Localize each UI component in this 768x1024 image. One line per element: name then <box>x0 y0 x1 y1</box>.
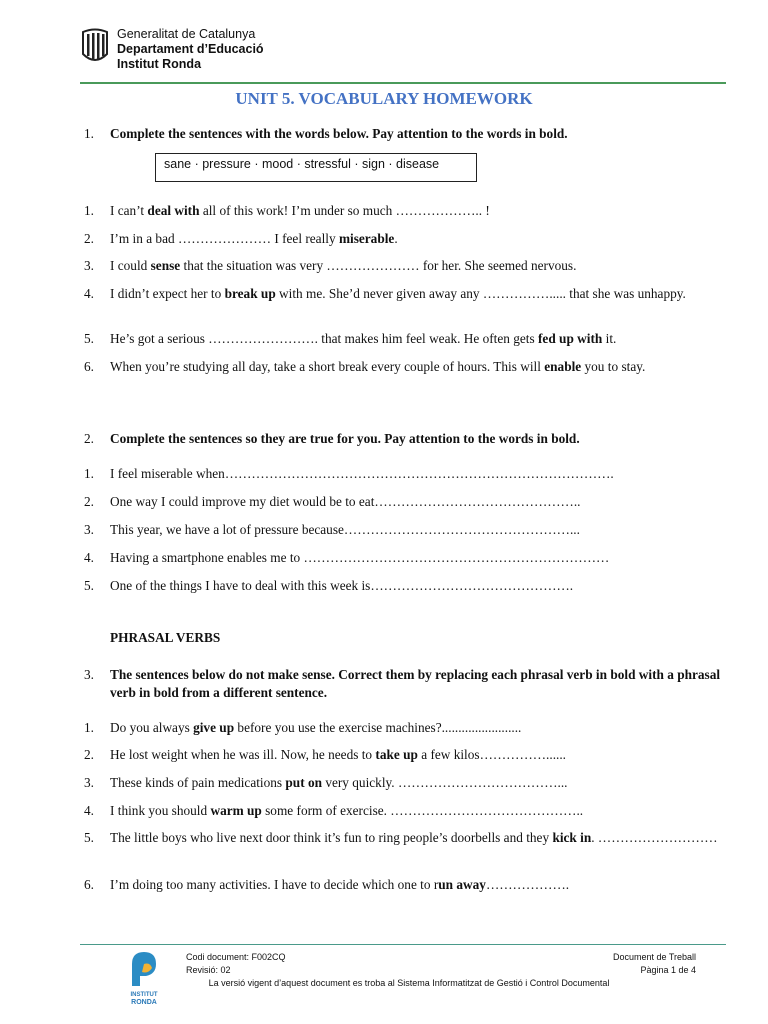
list-item <box>84 774 728 792</box>
sentence-fragment: it. <box>602 331 617 346</box>
sentence-fragment: with me. She’d never given away any ……………..... that she was unhappy. <box>275 286 686 301</box>
list-item <box>84 285 728 303</box>
list-item <box>84 330 728 348</box>
instruction-text: Complete the sentences with the words below. Pay attention to the words in bold. <box>110 126 568 141</box>
item-number: 3. <box>84 775 94 790</box>
item-text: One way I could improve my diet would be to eat……………………………………….. <box>110 494 581 509</box>
exercise-1-instruction <box>84 125 728 143</box>
sentence-fragment: ………………. <box>485 877 570 892</box>
bold-keyword: warm up <box>210 803 262 818</box>
item-text: Having a smartphone enables me to …………………………………………………………… <box>110 550 610 565</box>
item-text: This year, we have a lot of pressure because……………………………………………... <box>110 522 580 537</box>
item-number: 4. <box>84 286 94 301</box>
header-line-institute: Institut Ronda <box>117 57 202 71</box>
item-number: 3. <box>84 522 94 537</box>
item-number: 5. <box>84 830 94 845</box>
sentence-fragment: I’m doing too many activities. I have to decide which one to r <box>110 877 439 892</box>
footer-note: La versió vigent d’aquest document es troba al Sistema Informatitzat de Gestió i Control Documental <box>208 978 610 988</box>
list-item <box>84 746 728 764</box>
exercise-2-instruction <box>84 430 728 448</box>
sentence-fragment: before you use the exercise machines?........................ <box>234 720 522 735</box>
item-number: 2. <box>84 231 94 246</box>
item-number: 6. <box>84 359 94 374</box>
sentence-fragment: a few kilos……………...... <box>417 747 567 762</box>
header-line-department: Departament d’Educació <box>117 42 264 56</box>
instruction-text: The sentences below do not make sense. Correct them by replacing each phrasal verb in bold with a phrasal verb in bold from a different sentence. <box>110 667 721 700</box>
header-line-generalitat: Generalitat de Catalunya <box>117 27 256 41</box>
list-item <box>84 230 728 248</box>
instruction-text: Complete the sentences so they are true for you. Pay attention to the words in bold. <box>110 431 580 446</box>
bold-keyword: give up <box>193 720 235 735</box>
sentence-fragment: I think you should <box>110 803 211 818</box>
header-divider <box>80 82 726 84</box>
footer-revision: Revisió: 02 <box>186 965 231 975</box>
item-text <box>110 330 728 348</box>
footer-divider <box>80 944 726 945</box>
list-item <box>84 493 728 511</box>
list-item <box>84 521 728 539</box>
bold-keyword: break up <box>224 286 276 301</box>
bold-keyword: put on <box>285 775 322 790</box>
item-text <box>110 358 728 376</box>
sentence-fragment: . ……………………… <box>591 830 718 845</box>
item-number: 4. <box>84 550 94 565</box>
sentence-fragment: all of this work! I’m under so much ……………….. ! <box>199 203 490 218</box>
item-number: 2. <box>84 747 94 762</box>
sentence-fragment: I could <box>110 258 151 273</box>
item-text <box>110 719 728 737</box>
sentence-fragment: When you’re studying all day, take a short break every couple of hours. This will <box>110 359 545 374</box>
exercise-3-instruction <box>84 666 728 702</box>
item-text <box>110 746 728 764</box>
bold-keyword: fed up with <box>538 331 603 346</box>
bold-keyword: un away <box>438 877 486 892</box>
list-item <box>84 577 728 595</box>
list-item <box>84 829 728 847</box>
item-number: 3. <box>84 258 94 273</box>
sentence-fragment: I can’t <box>110 203 148 218</box>
item-number: 2. <box>84 494 94 509</box>
item-number: 1. <box>84 720 94 735</box>
exercise-number: 1. <box>84 126 94 141</box>
bold-keyword: kick in <box>552 830 592 845</box>
exercise-number: 3. <box>84 667 94 682</box>
word-bank-box: sane · pressure · mood · stressful · sign · disease <box>155 153 477 182</box>
sentence-fragment: Do you always <box>110 720 194 735</box>
sentence-fragment: He lost weight when he was ill. Now, he needs to <box>110 747 376 762</box>
item-number: 1. <box>84 466 94 481</box>
item-text <box>110 774 728 792</box>
bold-keyword: enable <box>544 359 582 374</box>
bold-keyword: take up <box>375 747 418 762</box>
item-number: 5. <box>84 331 94 346</box>
generalitat-logo-icon <box>80 28 110 64</box>
sentence-fragment: that the situation was very ………………… for her. She seemed nervous. <box>180 258 577 273</box>
item-text: I feel miserable when……………………………………………………………………………. <box>110 466 614 481</box>
item-text <box>110 876 728 894</box>
list-item <box>84 719 728 737</box>
item-number: 6. <box>84 877 94 892</box>
sentence-fragment: some form of exercise. …………………………………….. <box>261 803 584 818</box>
exercise-number: 2. <box>84 431 94 446</box>
item-number: 5. <box>84 578 94 593</box>
header-institution <box>117 27 264 72</box>
item-text <box>110 285 728 303</box>
item-text <box>110 802 728 820</box>
footer-document-code: Codi document: F002CQ <box>186 952 286 962</box>
item-text <box>110 257 728 275</box>
item-number: 1. <box>84 203 94 218</box>
item-text: One of the things I have to deal with this week is………………………………………. <box>110 578 574 593</box>
list-item <box>84 465 728 483</box>
sentence-fragment: you to stay. <box>581 359 646 374</box>
page-title: UNIT 5. VOCABULARY HOMEWORK <box>235 89 533 108</box>
item-text <box>110 230 728 248</box>
bold-keyword: miserable <box>338 231 395 246</box>
sentence-fragment: . <box>394 231 398 246</box>
list-item <box>84 358 728 376</box>
item-text <box>110 829 728 847</box>
item-number: 4. <box>84 803 94 818</box>
institut-ronda-logo-label: INSTITUT RONDA <box>130 992 158 1006</box>
bold-keyword: sense <box>150 258 181 273</box>
list-item <box>84 202 728 220</box>
footer-document-type: Document de Treball <box>612 952 696 962</box>
sentence-fragment: very quickly. ………………………………... <box>322 775 568 790</box>
section-title-phrasal-verbs: PHRASAL VERBS <box>110 630 221 645</box>
sentence-fragment: The little boys who live next door think it’s fun to ring people’s doorbells and they <box>110 830 553 845</box>
bold-keyword: deal with <box>147 203 200 218</box>
sentence-fragment: He’s got a serious ……………………. that makes him feel weak. He often gets <box>110 331 538 346</box>
list-item <box>84 257 728 275</box>
sentence-fragment: I’m in a bad ………………… I feel really <box>110 231 339 246</box>
footer-page-number: Pàgina 1 de 4 <box>640 965 696 975</box>
list-item <box>84 876 728 894</box>
list-item <box>84 802 728 820</box>
sentence-fragment: These kinds of pain medications <box>110 775 286 790</box>
list-item <box>84 549 728 567</box>
item-text <box>110 202 728 220</box>
sentence-fragment: I didn’t expect her to <box>110 286 225 301</box>
